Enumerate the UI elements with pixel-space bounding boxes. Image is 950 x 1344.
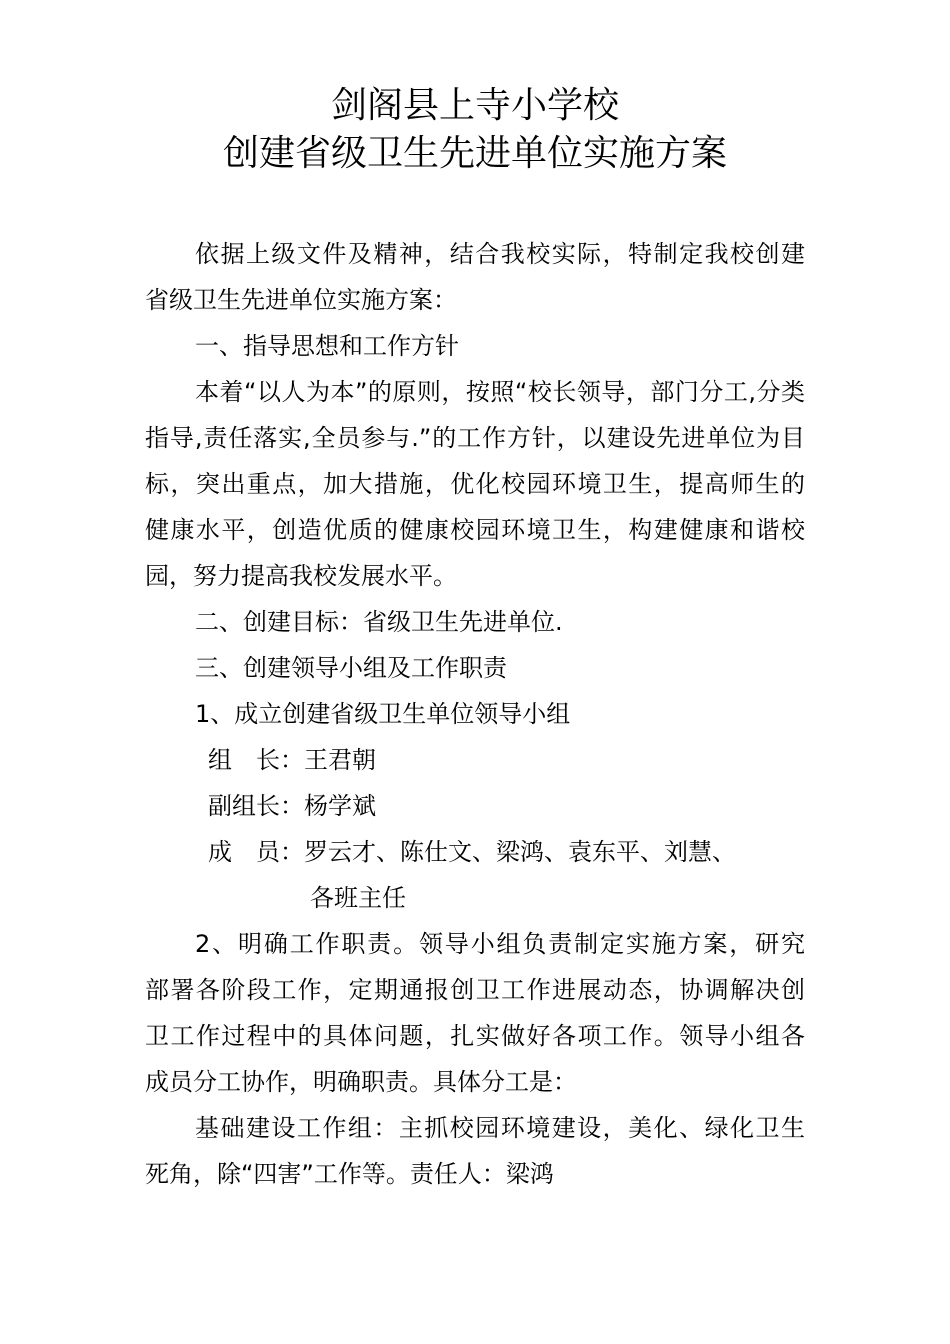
intro-line-2: 省级卫生先进单位实施方案： (145, 286, 457, 314)
deputy-line: 副组长：杨学斌 (208, 792, 376, 820)
item2-line-3: 卫工作过程中的具体问题，扎实做好各项工作。领导小组各 (145, 1022, 805, 1050)
section1-line-5: 园，努力提高我校发展水平。 (145, 562, 457, 590)
section1-line-2: 指导,责任落实,全员参与.”的工作方针，以建设先进单位为目 (145, 424, 805, 452)
item2-line-2: 部署各阶段工作，定期通报创卫工作进展动态，协调解决创 (145, 976, 805, 1004)
section1-line-1: 本着“以人为本”的原则，按照“校长领导，部门分工,分类 (195, 378, 805, 406)
infra-line-1: 基础建设工作组：主抓校园环境建设，美化、绿化卫生 (195, 1114, 805, 1142)
members-line-2: 各班主任 (310, 884, 406, 912)
section2-heading: 二、创建目标：省级卫生先进单位. (195, 608, 563, 636)
item1-heading: 1、成立创建省级卫生单位领导小组 (195, 700, 571, 728)
item2-line-1: 2、明确工作职责。领导小组负责制定实施方案，研究 (195, 930, 805, 958)
intro-line-1: 依据上级文件及精神，结合我校实际，特制定我校创建 (195, 240, 805, 268)
document-title-plan: 创建省级卫生先进单位实施方案 (222, 133, 727, 174)
infra-line-2: 死角，除“四害”工作等。责任人：梁鸿 (145, 1160, 554, 1188)
members-line-1: 成 员：罗云才、陈仕文、梁鸿、袁东平、刘慧、 (208, 838, 736, 866)
section1-heading: 一、指导思想和工作方针 (195, 332, 459, 360)
section3-heading: 三、创建领导小组及工作职责 (195, 654, 507, 682)
leader-line: 组 长：王君朝 (208, 746, 376, 774)
section1-line-4: 健康水平，创造优质的健康校园环境卫生，构建健康和谐校 (145, 516, 805, 544)
section1-line-3: 标，突出重点，加大措施，优化校园环境卫生，提高师生的 (145, 470, 805, 498)
document-title-school: 剑阁县上寺小学校 (330, 85, 619, 126)
item2-line-4: 成员分工协作，明确职责。具体分工是： (145, 1068, 577, 1096)
